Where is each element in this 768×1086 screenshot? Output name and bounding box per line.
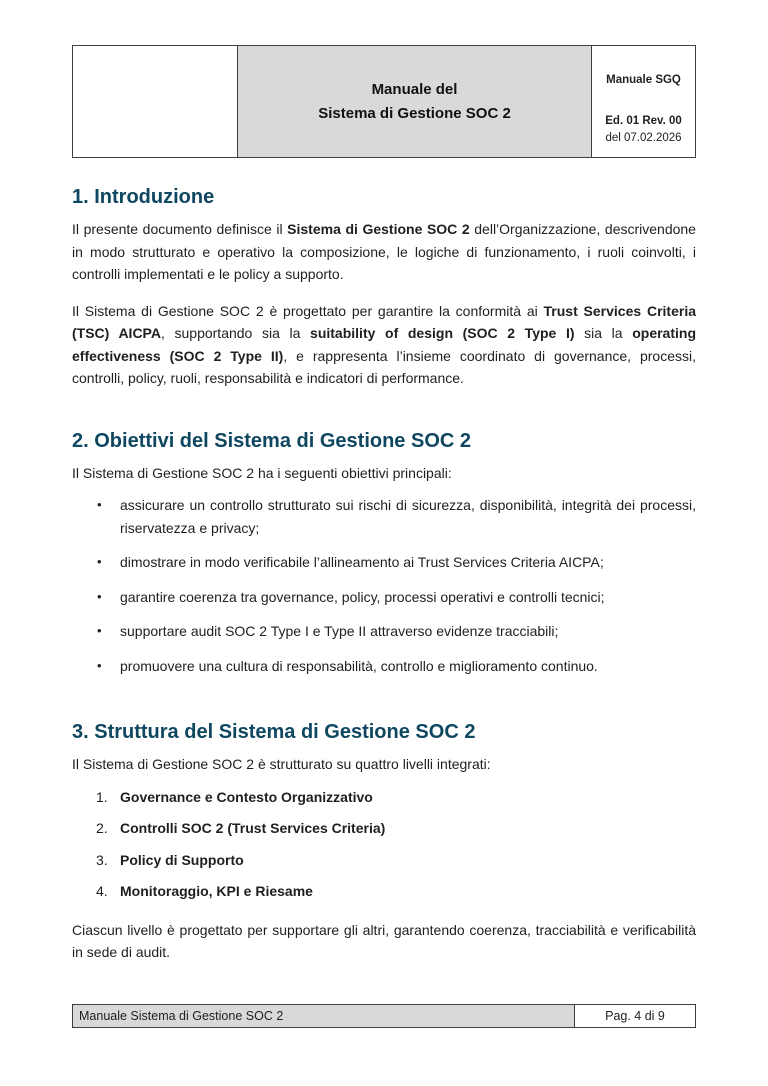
section-3-closing-paragraph: Ciascun livello è progettato per supportare gli altri, garantendo coerenza, tracciabilità e verificabilità in sede di audit. [72, 921, 696, 960]
footer-page-number-cell [575, 1005, 695, 1027]
bullet-icon: • [97, 623, 102, 638]
document-footer-table [72, 1004, 696, 1028]
bullet-icon: • [97, 588, 102, 604]
list-item [72, 494, 696, 539]
footer-document-name-cell [73, 1005, 575, 1027]
text-run: Il Sistema di Gestione SOC 2 è progettato per garantire la conformità ai [72, 302, 544, 319]
list-item [72, 849, 696, 872]
text-run-bold: operating effectiveness (SOC 2 Type II) [72, 325, 696, 364]
section-1-paragraph-2 [72, 300, 696, 390]
section-1-heading: 1. Introduzione [72, 186, 215, 208]
list-item-text: Governance e Contesto Organizzativo [120, 788, 373, 805]
document-title-cell [238, 46, 592, 157]
bullet-text: promuovere una cultura di responsabilità, controllo e miglioramento continuo. [120, 657, 598, 674]
text-run: sia la [574, 325, 633, 341]
list-item [72, 620, 696, 643]
section-2-intro: Il Sistema di Gestione SOC 2 ha i seguenti obiettivi principali: [72, 464, 452, 481]
footer-document-name: Manuale Sistema di Gestione SOC 2 [79, 1009, 284, 1023]
footer-page-number: Pag. 4 di 9 [605, 1009, 665, 1023]
edition-revision: Ed. 01 Rev. 00 [605, 114, 682, 127]
structure-numbered-list [72, 786, 696, 903]
list-item [72, 786, 696, 809]
document-header-table [72, 45, 696, 158]
bullet-icon: • [97, 497, 102, 512]
list-item-text: Monitoraggio, KPI e Riesame [120, 883, 313, 899]
bullet-icon: • [97, 554, 102, 569]
document-title-line1: Manuale del [371, 81, 458, 99]
list-number: 1. [96, 788, 108, 805]
list-item [72, 586, 696, 609]
text-run-bold: Sistema di Gestione SOC 2 [287, 221, 470, 237]
section-3-heading: 3. Struttura del Sistema di Gestione SOC 2 [72, 721, 476, 743]
document-title-line2: Sistema di Gestione SOC 2 [318, 104, 511, 122]
bullet-text: dimostrare in modo verificabile l’allineamento ai Trust Services Criteria AICPA; [120, 554, 604, 570]
list-item [72, 655, 696, 678]
objectives-bullet-list [72, 494, 696, 677]
bullet-text: supportare audit SOC 2 Type I e Type II attraverso evidenze tracciabili; [120, 623, 559, 639]
list-item-text: Policy di Supporto [120, 851, 244, 868]
text-run: dell’Organizzazione, descrivendone in modo strutturato e operativo la composizione, le logiche di funzionamento, i ruoli coinvolti, i controlli implementati e le policy a supporto. [72, 221, 696, 282]
list-item [72, 551, 696, 574]
list-item [72, 817, 696, 840]
section-3-intro: Il Sistema di Gestione SOC 2 è strutturato su quattro livelli integrati: [72, 756, 491, 772]
text-run-bold: Trust Services Criteria (TSC) AICPA [72, 302, 696, 341]
list-item [72, 880, 696, 903]
list-number: 3. [96, 851, 108, 868]
section-2-heading: 2. Obiettivi del Sistema di Gestione SOC 2 [72, 429, 472, 452]
logo-placeholder-cell [73, 46, 238, 157]
bullet-text: assicurare un controllo strutturato sui rischi di sicurezza, disponibilità, integrità dei processi, riservatezza e privacy; [120, 497, 696, 536]
list-item-text: Controlli SOC 2 (Trust Services Criteria) [120, 820, 386, 836]
revision-block [605, 113, 682, 148]
bullet-icon: • [97, 657, 102, 673]
list-number: 4. [96, 883, 108, 899]
document-code: Manuale SGQ [606, 74, 681, 86]
section-1-paragraph-1 [72, 218, 696, 286]
text-run: , e rappresenta l’insieme coordinato di governance, processi, controlli, policy, ruoli, responsabilità e indicatori di performance. [72, 347, 696, 386]
text-run: Il presente documento definisce il [72, 221, 288, 237]
document-meta-cell [592, 46, 695, 157]
text-run-bold: suitability of design (SOC 2 Type I) [310, 325, 575, 341]
list-number: 2. [96, 820, 108, 836]
edition-date: del 07.02.2026 [605, 131, 682, 144]
text-run: , supportando sia la [160, 325, 311, 341]
bullet-text: garantire coerenza tra governance, policy, processi operativi e controlli tecnici; [120, 588, 605, 605]
